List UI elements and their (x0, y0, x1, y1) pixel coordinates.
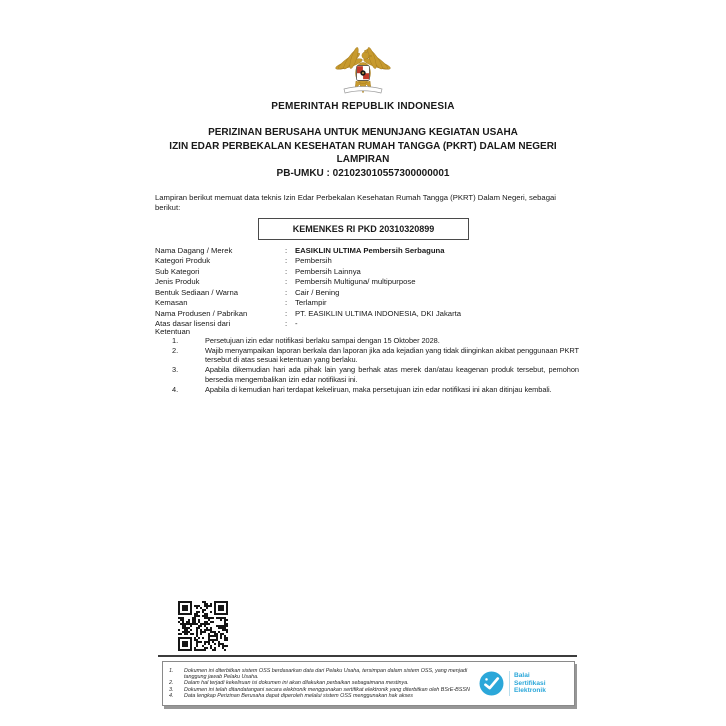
footer-note-text: Dokumen ini telah ditandatangani secara elektronik menggunakan sertifikat elektronik yang diterbitkan oleh BSrE-BSSN (184, 686, 470, 693)
footer-note-text: Dalam hal terjadi kekeliruan isi dokumen ini akan dilakukan perbaikan sebagaimana mestinya. (184, 680, 409, 687)
title-line-lampiran: LAMPIRAN (336, 154, 390, 165)
footer-note-text: Dokumen ini diterbitkan sistem OSS berdasarkan data dari Pelaku Usaha, tersimpan dalam sistem OSS, yang menjadi tanggung jawab Pelaku Usaha. (184, 667, 468, 681)
field-value: PT. EASIKLIN ULTIMA INDONESIA, DKI Jakarta (295, 308, 462, 318)
list-item-number: 3. (172, 365, 179, 375)
ketentuan-list (155, 336, 579, 394)
intro-paragraph: Lampiran berikut memuat data teknis Izin Edar Perbekalan Kesehatan Rumah Tangga (PKRT) Dalam Negeri, sebagai berikut: (155, 193, 556, 212)
list-item (155, 385, 579, 395)
list-item-text: Apabila di kemudian hari terdapat kekeliruan, maka persetujuan izin edar notifikasi ini akan ditinjau kembali. (205, 384, 552, 394)
field-separator: : (285, 277, 288, 287)
footer-note-number: 1. (169, 667, 174, 674)
field-value: Pembersih Lainnya (295, 266, 361, 276)
field-separator: : (285, 298, 288, 308)
list-item (155, 346, 579, 365)
field-separator: : (285, 319, 288, 329)
list-item-text: Wajib menyampaikan laporan berkala dan laporan jika ada kejadian yang tidak diinginkan akibat penggunaan PKRT tersebut di atas sesuai ketentuan yang berlaku. (205, 345, 579, 365)
field-label: Jenis Produk (155, 277, 200, 287)
bsre-logo (479, 671, 574, 696)
footer-note (169, 668, 477, 680)
footer-note-number: 2. (169, 680, 174, 687)
logo-text-line: Balai (514, 672, 530, 680)
field-row (155, 246, 576, 256)
field-value: Terlampir (295, 298, 327, 308)
field-row (155, 288, 576, 298)
field-separator: : (285, 266, 288, 276)
footer-note-number: 3. (169, 686, 174, 693)
list-item-text: Persetujuan izin edar notifikasi berlaku sampai dengan 15 Oktober 2028. (205, 336, 440, 345)
field-row (155, 256, 576, 266)
bsre-check-icon (479, 671, 504, 696)
document-title-block (0, 126, 726, 180)
field-value: Pembersih Multiguna/ multipurpose (295, 277, 416, 287)
list-item (155, 336, 579, 346)
title-line-izin-edar: IZIN EDAR PERBEKALAN KESEHATAN RUMAH TANGGA (PKRT) DALAM NEGERI (169, 140, 557, 152)
separator-line (158, 655, 577, 657)
list-item-text: Apabila dikemudian hari ada pihak lain yang berhak atas merek dan/atau keagenan produk tersebut, pemohon bersedia mengembalikan izin edar notifikasi ini. (205, 365, 579, 384)
field-row (155, 319, 576, 329)
logo-text-line: Sertifikasi (514, 679, 546, 687)
field-label: Kategori Produk (155, 256, 211, 266)
ketentuan-heading: Ketentuan (155, 327, 191, 336)
logo-text-line: Elektronik (514, 687, 546, 695)
field-row (155, 267, 576, 277)
qr-code (178, 601, 228, 651)
field-label: Nama Dagang / Merek (155, 246, 233, 255)
list-item-number: 1. (172, 336, 179, 345)
list-item-number: 4. (172, 384, 179, 394)
title-line-pb-umku: PB-UMKU : 021023010557300000001 (276, 167, 450, 179)
field-separator: : (285, 256, 288, 266)
field-label: Nama Produsen / Pabrikan (155, 308, 248, 318)
footer-note-number: 4. (169, 692, 174, 699)
field-separator: : (285, 308, 288, 318)
list-item-number: 2. (172, 345, 179, 355)
field-row (155, 298, 576, 308)
field-label: Sub Kategori (155, 266, 200, 276)
footer-note-text: Data lengkap Perizinan Berusaha dapat diperoleh melalui sistem OSS menggunakan hak akses (184, 692, 413, 699)
logo-divider (509, 671, 510, 696)
list-item (155, 365, 579, 384)
field-separator: : (285, 287, 288, 297)
field-label: Bentuk Sediaan / Warna (155, 287, 239, 297)
footer-notes (163, 665, 479, 702)
product-data-fields (155, 246, 576, 330)
field-value: Cair / Bening (295, 287, 340, 297)
footer-disclaimer-box (162, 661, 575, 706)
field-row (155, 309, 576, 319)
field-label: Kemasan (155, 298, 188, 308)
field-row (155, 277, 576, 287)
field-value: Pembersih (295, 256, 332, 266)
field-label: Atas dasar lisensi dari (155, 319, 231, 329)
certificate-number-box: KEMENKES RI PKD 20310320899 (258, 218, 469, 240)
field-separator: : (285, 246, 288, 255)
title-line-usaha: PERIZINAN BERUSAHA UNTUK MENUNJANG KEGIATAN USAHA (208, 127, 518, 138)
field-value: EASIKLIN ULTIMA Pembersih Serbaguna (295, 246, 445, 255)
field-value: - (295, 319, 298, 329)
footer-note (169, 693, 477, 699)
garuda-pancasila-emblem-icon (331, 40, 395, 98)
government-title: PEMERINTAH REPUBLIK INDONESIA (271, 101, 455, 112)
bsre-logo-text (514, 672, 546, 694)
